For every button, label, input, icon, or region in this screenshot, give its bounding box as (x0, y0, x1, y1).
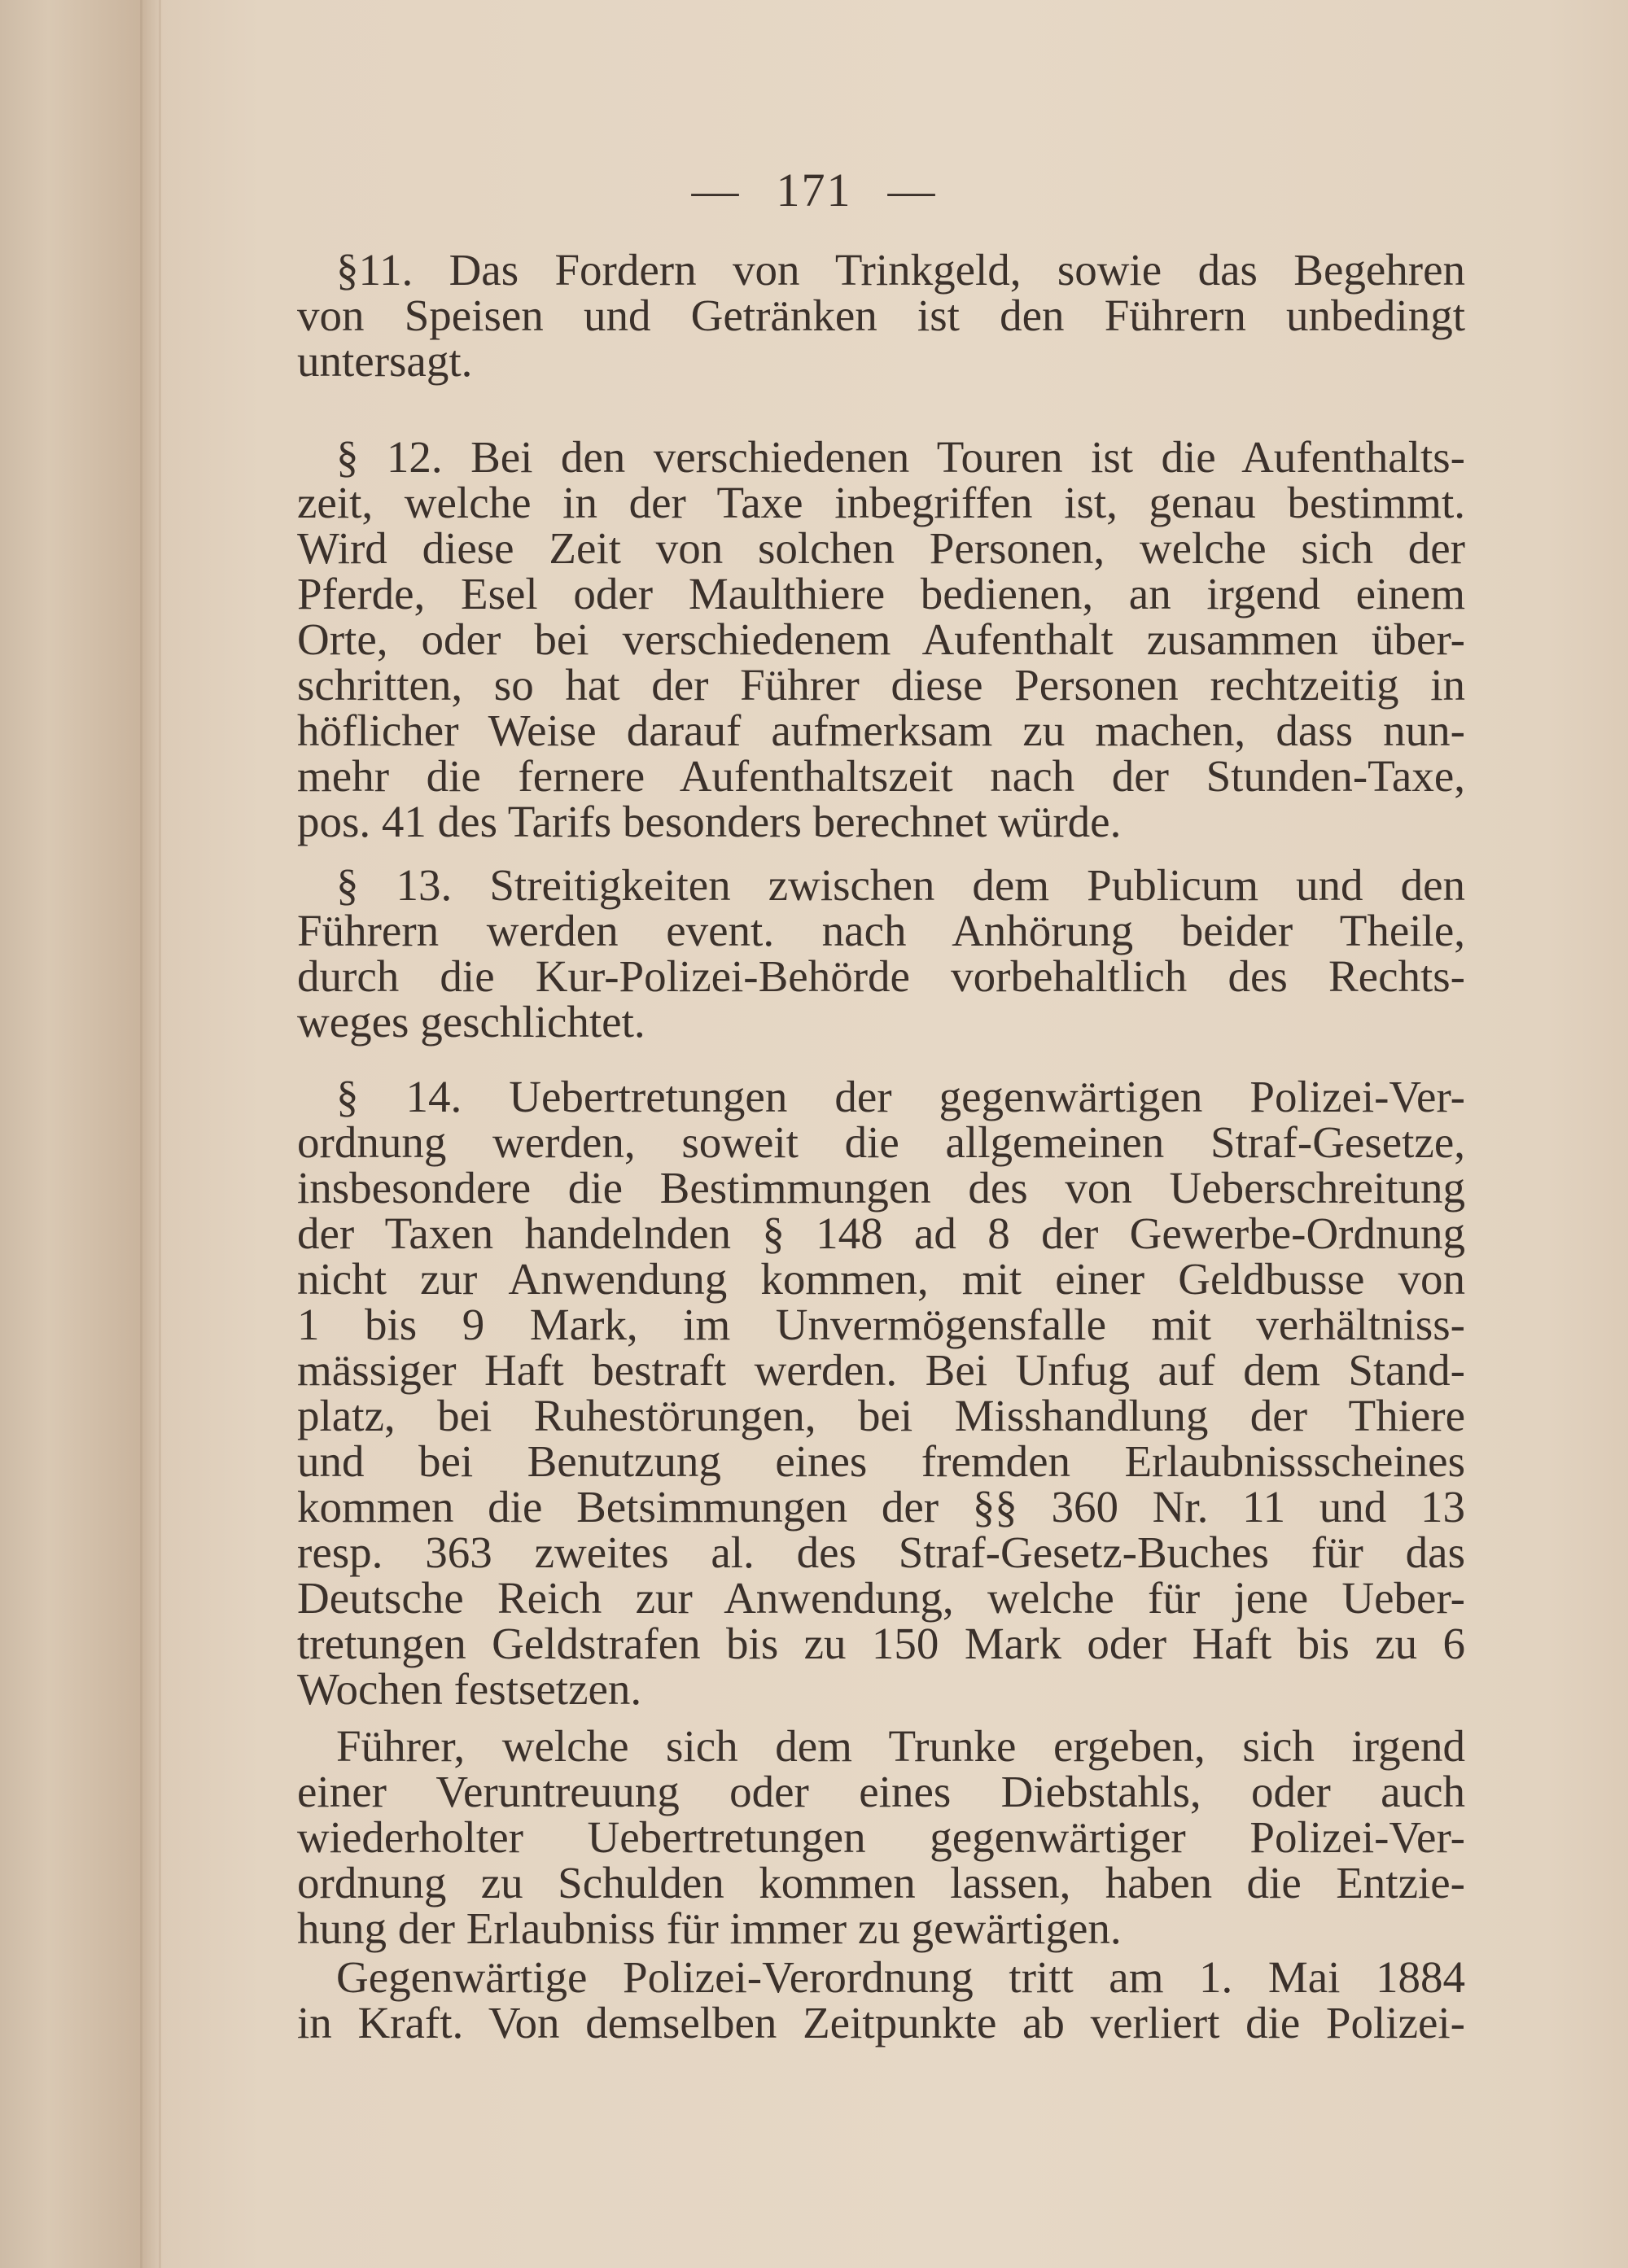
binding-edge-line (159, 0, 161, 2268)
page-number: 171 (776, 164, 852, 216)
text-line: weges geschlichtet. (297, 997, 646, 1047)
text-line: von Speisen und Getränken ist den Führern unbedingt (297, 291, 1465, 340)
page-dash-left: — (691, 164, 741, 216)
text-line: Deutsche Reich zur Anwendung, welche für jene Ueber- (297, 1573, 1465, 1623)
text-line: höflicher Weise darauf aufmerksam zu machen, dass nun- (297, 706, 1465, 755)
text-line: § 12. Bei den verschiedenen Touren ist die Aufenthalts- (336, 432, 1465, 482)
text-line: 1 bis 9 Mark, im Unvermögensfalle mit verhältniss- (297, 1300, 1465, 1349)
paragraph-fuehrer (297, 1721, 1465, 1953)
text-line: einer Veruntreuung oder eines Diebstahls, oder auch (297, 1767, 1465, 1816)
text-line: mässiger Haft bestraft werden. Bei Unfug auf dem Stand- (297, 1345, 1465, 1395)
paragraph-11 (297, 247, 1465, 384)
text-line: durch die Kur-Polizei-Behörde vorbehaltlich des Rechts- (297, 951, 1465, 1001)
text-line: nicht zur Anwendung kommen, mit einer Geldbusse von (297, 1254, 1465, 1304)
text-line: Wochen festsetzen. (297, 1664, 642, 1714)
text-line: in Kraft. Von demselben Zeitpunkte ab verliert die Polizei- (297, 1998, 1465, 2047)
text-line: insbesondere die Bestimmungen des von Ueberschreitung (297, 1163, 1465, 1213)
text-line: schritten, so hat der Führer diese Personen rechtzeitig in (297, 660, 1465, 710)
paragraph-13 (297, 860, 1465, 1047)
text-line: resp. 363 zweites al. des Straf-Gesetz-Buches für das (297, 1527, 1465, 1577)
paragraph-12 (297, 432, 1465, 846)
binding-edge-line (140, 0, 142, 2268)
page-header (0, 163, 1628, 217)
text-line: §11. Das Fordern von Trinkgeld, sowie das Begehren (336, 245, 1465, 295)
text-line: zeit, welche in der Taxe inbegriffen ist, genau bestimmt. (297, 478, 1465, 527)
text-line: Pferde, Esel oder Maulthiere bedienen, an irgend einem (297, 569, 1465, 618)
text-line: ordnung werden, soweit die allgemeinen Straf-Gesetze, (297, 1117, 1465, 1167)
paragraph-inkrafttreten (297, 1952, 1465, 2047)
page-dash-right: — (887, 164, 937, 216)
text-line: untersagt. (297, 336, 473, 386)
text-line: tretungen Geldstrafen bis zu 150 Mark oder Haft bis zu 6 (297, 1619, 1465, 1668)
text-line: hung der Erlaubniss für immer zu gewärtigen. (297, 1903, 1122, 1953)
paragraph-14 (297, 1074, 1465, 1712)
text-line: Orte, oder bei verschiedenem Aufenthalt zusammen über- (297, 614, 1465, 664)
text-line: ordnung zu Schulden kommen lassen, haben die Entzie- (297, 1858, 1465, 1907)
text-line: Gegenwärtige Polizei-Verordnung tritt am 1. Mai 1884 (336, 1952, 1465, 2002)
text-line: wiederholter Uebertretungen gegenwärtiger Polizei-Ver- (297, 1812, 1465, 1862)
text-line: Führer, welche sich dem Trunke ergeben, sich irgend (336, 1721, 1465, 1771)
text-line: kommen die Betsimmungen der §§ 360 Nr. 11 und 13 (297, 1482, 1465, 1532)
text-line: und bei Benutzung eines fremden Erlaubnissscheines (297, 1436, 1465, 1486)
text-line: platz, bei Ruhestörungen, bei Misshandlung der Thiere (297, 1391, 1465, 1440)
text-line: pos. 41 des Tarifs besonders berechnet würde. (297, 797, 1122, 846)
text-line: der Taxen handelnden § 148 ad 8 der Gewerbe-Ordnung (297, 1208, 1465, 1258)
text-line: Wird diese Zeit von solchen Personen, welche sich der (297, 523, 1465, 573)
text-line: § 13. Streitigkeiten zwischen dem Publicum und den (336, 860, 1465, 910)
text-line: Führern werden event. nach Anhörung beider Theile, (297, 906, 1465, 955)
text-line: mehr die fernere Aufenthaltszeit nach der Stunden-Taxe, (297, 751, 1465, 801)
text-line: § 14. Uebertretungen der gegenwärtigen Polizei-Ver- (336, 1072, 1465, 1121)
